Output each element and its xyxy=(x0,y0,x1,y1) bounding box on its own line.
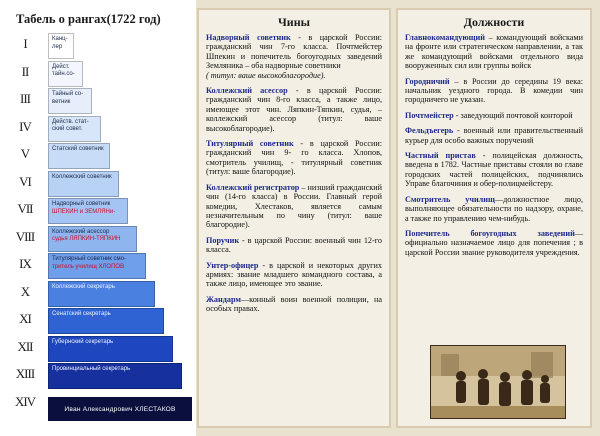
rank-label: Действ. стат- xyxy=(52,118,89,125)
entry-term: Поручик xyxy=(206,235,240,245)
entry-text: - в царской России: гражданский чин 9- го класса. Хлопов, смотритель училищ, - титулярный советник (титул: ваше благородие). xyxy=(206,139,383,177)
chiny-entry xyxy=(206,86,382,133)
rank-step xyxy=(48,171,119,197)
rank-character: тритель училищ ХЛОПОВ xyxy=(52,263,125,270)
entry-text: —конный воин военной полиции, на особых правах. xyxy=(206,294,382,314)
rank-label: Надворный советник xyxy=(52,201,111,207)
entry-term: Городничий xyxy=(405,76,450,86)
rank-label: Сенатский секретарь xyxy=(52,311,111,317)
rank-step xyxy=(48,143,110,169)
dolzh-entry xyxy=(405,111,583,120)
rank-label: Провинциальный секретарь xyxy=(52,366,131,372)
dolzhnosti-title: Должности xyxy=(463,15,525,29)
rank-step xyxy=(48,33,74,59)
chiny-column xyxy=(197,8,391,428)
entry-text: - полицейская должность, введена в 1782. Частные приставы стояли во главе городских частей полицейских, подчинялись Управе благочиния и обер-полицмейстеру. xyxy=(405,151,583,189)
chiny-entry xyxy=(206,236,382,255)
rank-numeral: V xyxy=(20,146,30,161)
dolzh-entry xyxy=(405,195,583,223)
rank-label: Тайный со- xyxy=(52,91,84,97)
dolzhnosti-column xyxy=(396,8,592,428)
entry-text: – в России до середины 19 века: начальник уездного города. В комедии чин городничего не указан. xyxy=(405,76,583,105)
entry-term: Унтер-офицер xyxy=(206,260,259,270)
rank-label: Губернский секретарь xyxy=(52,338,114,345)
rank-step xyxy=(48,281,155,307)
chiny-entry xyxy=(206,33,382,80)
entry-term: Коллежский асессор xyxy=(206,86,288,96)
rank-label: Коллежский секретарь xyxy=(52,283,115,290)
rank-label: лер xyxy=(52,43,63,50)
entry-term: Фельдъегерь xyxy=(405,126,454,136)
entry-term: Частный пристав xyxy=(405,151,476,161)
rank-label: Дейст. xyxy=(52,63,70,70)
rank-label: Титулярный советник смо- xyxy=(52,256,126,262)
entry-term: Главнокомандующий xyxy=(405,33,485,42)
rank-step xyxy=(48,116,101,142)
rank-numeral: XIII xyxy=(15,366,35,381)
dolzh-entry xyxy=(405,33,583,71)
entry-text: - заведующий почтовой конторой xyxy=(453,110,573,120)
chiny-entry xyxy=(206,139,382,177)
entry-term: Смотритель училищ xyxy=(405,194,495,204)
dolzh-entry xyxy=(405,151,583,189)
rank-numeral: IV xyxy=(19,118,31,134)
rank-numeral: III xyxy=(20,91,30,106)
rank-label: ветник xyxy=(52,98,71,105)
entry-term: Надворный советник xyxy=(206,33,291,42)
illustration-sketch xyxy=(431,346,565,418)
rank-step xyxy=(48,253,146,279)
rank-character: ШПЕКИН и ЗЕМЛЯНи- xyxy=(52,208,116,215)
dolzh-entry xyxy=(405,126,583,145)
rank-label: тайн.со- xyxy=(52,71,75,78)
entry-note: ( титул: ваше высокоблагородие). xyxy=(206,70,326,80)
chiny-title: Чины xyxy=(277,15,310,29)
rank-step xyxy=(48,226,137,252)
rank-label: ский совет. xyxy=(52,126,83,133)
entry-text: —официально назначаемое лицо для попечения ; в царской России звание руководителя учреждения. xyxy=(405,228,583,257)
rank-label: Статский советник xyxy=(52,146,104,152)
entry-text: – командующий войсками на фронте или стратегическом направлении, а так же командующий войсками отдельного вида вооруженных сил или группы войск xyxy=(405,33,583,71)
rank-numeral: X xyxy=(20,283,30,299)
rank-xiv-khlestakov: Иван Александрович ХЛЕСТАКОВ xyxy=(48,397,192,421)
rank-step xyxy=(48,336,173,362)
rank-step xyxy=(48,88,92,114)
rank-label: Коллежский асессор xyxy=(52,228,110,235)
entry-text: - военный или правительственный курьер для особо важных поручений xyxy=(405,126,583,145)
rank-numeral: IX xyxy=(19,256,31,271)
rank-label: Коллежский советник xyxy=(52,173,112,180)
rank-numeral: XIV xyxy=(14,393,36,409)
rank-numeral: VII xyxy=(17,201,33,216)
entry-text: —должностное лицо, выполняющее обязательности по надзору, охране, а также по управлению чем-нибудь. xyxy=(405,194,583,223)
dolzh-entry xyxy=(405,77,583,105)
entry-term: Титулярный советник xyxy=(206,139,294,149)
entry-text: - в царской России: военный чин 12-го класса. xyxy=(206,235,382,255)
rank-step xyxy=(48,61,83,87)
entry-text: - в царской России: гражданский чин 8-го класса, а также лицо, имеющее этот чин. Ляпкин-Тяпкин, судья, –коллежский асессор (титул: ваше высокоблагородие). xyxy=(206,86,383,133)
rank-step xyxy=(48,308,164,334)
rank-numeral: VIII xyxy=(15,228,35,244)
chiny-entry xyxy=(206,261,382,289)
entry-term: Попечитель богоугодных заведений xyxy=(405,228,575,238)
rank-numeral: VI xyxy=(19,173,31,189)
rank-numeral: II xyxy=(21,63,29,79)
rank-table-title: Табель о рангах(1722 год) xyxy=(16,12,161,26)
illustration-image xyxy=(430,345,566,419)
entry-text: - в царской и некоторых других армиях: звание младшего командного состава, а также лицо, имеющее это звание. xyxy=(206,260,382,289)
rank-numeral: XI xyxy=(19,311,31,326)
entry-term: Почтмейстер xyxy=(405,110,454,120)
dolzh-entry xyxy=(405,229,583,257)
chiny-entry xyxy=(206,183,382,230)
rank-table-panel xyxy=(0,0,196,436)
entry-term: Жандарм xyxy=(206,294,241,304)
entry-text: - в царской России: гражданский чин 7-го класса. Почтмейстер Шпекин и попечитель богоугодных заведений Земляника – оба надворные советники xyxy=(206,33,383,71)
entry-term: Коллежский регистратор xyxy=(206,182,300,192)
rank-character: судья ЛЯПКИН-ТЯПКИН xyxy=(52,236,121,243)
rank-numeral: I xyxy=(23,36,27,51)
entry-text: – низший гражданский чин (14-го класса) в России. Главный герой комедии, Хлестаков, является самым незначительным по чину (титул: ваше благородие). xyxy=(206,182,382,230)
rank-label: Канц- xyxy=(52,36,68,42)
rank-step xyxy=(48,198,128,224)
chiny-entry xyxy=(206,295,382,314)
rank-step xyxy=(48,363,182,389)
rank-numeral: XII xyxy=(17,338,33,354)
